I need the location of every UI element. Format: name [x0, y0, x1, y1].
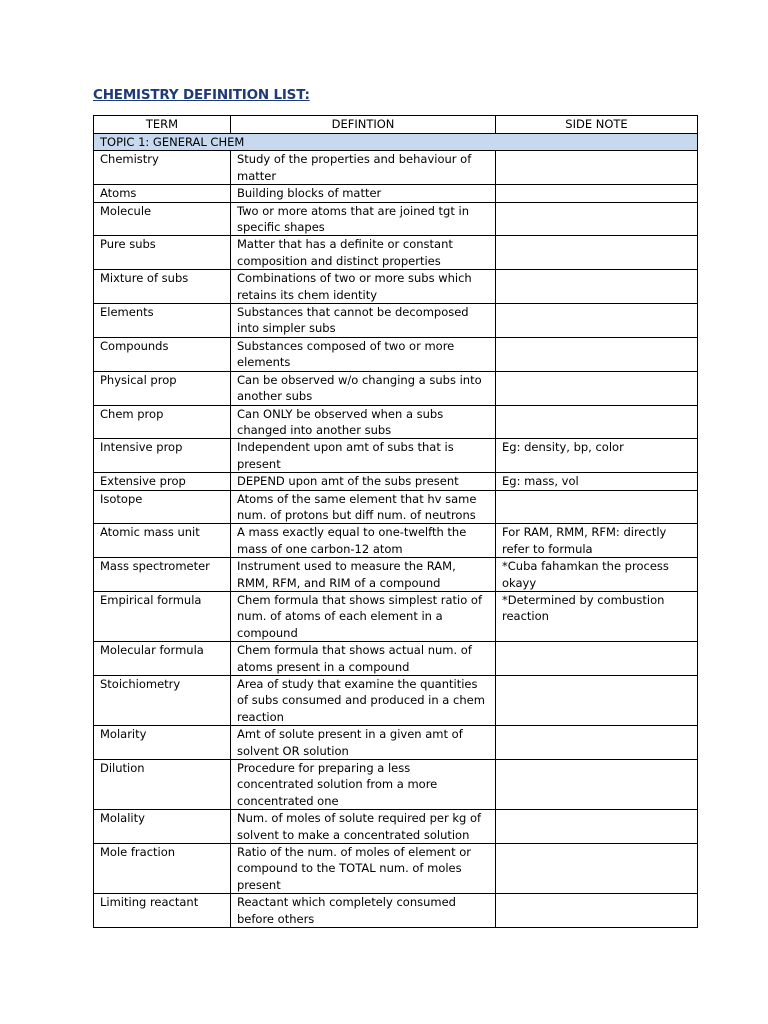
- term-cell: Physical prop: [94, 371, 231, 405]
- table-row: [94, 304, 698, 338]
- topic-row: [94, 134, 698, 151]
- term-cell: Compounds: [94, 337, 231, 371]
- table-row: [94, 726, 698, 760]
- term-cell: Atomic mass unit: [94, 524, 231, 558]
- definition-cell: Independent upon amt of subs that is present: [231, 439, 496, 473]
- side-note-cell: Eg: density, bp, color: [496, 439, 698, 473]
- side-note-cell: *Determined by combustion reaction: [496, 591, 698, 641]
- side-note-cell: [496, 844, 698, 894]
- term-cell: Stoichiometry: [94, 676, 231, 726]
- term-cell: Pure subs: [94, 236, 231, 270]
- definition-cell: Amt of solute present in a given amt of solvent OR solution: [231, 726, 496, 760]
- side-note-cell: [496, 337, 698, 371]
- term-cell: Chemistry: [94, 151, 231, 185]
- table-row: [94, 676, 698, 726]
- term-cell: Molality: [94, 810, 231, 844]
- table-row: [94, 473, 698, 490]
- topic-label: TOPIC 1: GENERAL CHEM: [94, 134, 698, 151]
- term-cell: Dilution: [94, 760, 231, 810]
- term-cell: Mass spectrometer: [94, 558, 231, 592]
- term-cell: Extensive prop: [94, 473, 231, 490]
- term-cell: Molecule: [94, 202, 231, 236]
- side-note-cell: [496, 726, 698, 760]
- table-row: [94, 337, 698, 371]
- side-note-cell: [496, 810, 698, 844]
- table-row: [94, 202, 698, 236]
- side-note-cell: [496, 490, 698, 524]
- table-row: [94, 524, 698, 558]
- table-row: [94, 185, 698, 202]
- definition-cell: Can ONLY be observed when a subs changed into another subs: [231, 405, 496, 439]
- side-note-cell: [496, 202, 698, 236]
- header-definition: DEFINTION: [231, 116, 496, 134]
- term-cell: Chem prop: [94, 405, 231, 439]
- side-note-cell: [496, 270, 698, 304]
- side-note-cell: Eg: mass, vol: [496, 473, 698, 490]
- definition-cell: Building blocks of matter: [231, 185, 496, 202]
- table-row: [94, 405, 698, 439]
- definition-cell: Two or more atoms that are joined tgt in specific shapes: [231, 202, 496, 236]
- table-header-row: [94, 116, 698, 134]
- definition-cell: Substances that cannot be decomposed into simpler subs: [231, 304, 496, 338]
- definition-cell: Study of the properties and behaviour of matter: [231, 151, 496, 185]
- term-cell: Elements: [94, 304, 231, 338]
- table-row: [94, 270, 698, 304]
- table-row: [94, 591, 698, 641]
- header-side-note: SIDE NOTE: [496, 116, 698, 134]
- definition-cell: Combinations of two or more subs which retains its chem identity: [231, 270, 496, 304]
- definition-cell: Atoms of the same element that hv same num. of protons but diff num. of neutrons: [231, 490, 496, 524]
- table-row: [94, 439, 698, 473]
- table-row: [94, 894, 698, 928]
- table-row: [94, 844, 698, 894]
- definition-cell: Procedure for preparing a less concentrated solution from a more concentrated one: [231, 760, 496, 810]
- term-cell: Atoms: [94, 185, 231, 202]
- side-note-cell: [496, 371, 698, 405]
- definition-cell: Matter that has a definite or constant composition and distinct properties: [231, 236, 496, 270]
- definition-cell: Num. of moles of solute required per kg of solvent to make a concentrated solution: [231, 810, 496, 844]
- definition-cell: Chem formula that shows simplest ratio of num. of atoms of each element in a compound: [231, 591, 496, 641]
- side-note-cell: [496, 894, 698, 928]
- definition-cell: Can be observed w/o changing a subs into another subs: [231, 371, 496, 405]
- side-note-cell: [496, 151, 698, 185]
- side-note-cell: [496, 236, 698, 270]
- term-cell: Mixture of subs: [94, 270, 231, 304]
- side-note-cell: [496, 304, 698, 338]
- definition-cell: Chem formula that shows actual num. of atoms present in a compound: [231, 642, 496, 676]
- definition-cell: Substances composed of two or more elements: [231, 337, 496, 371]
- definition-cell: Instrument used to measure the RAM, RMM, RFM, and RIM of a compound: [231, 558, 496, 592]
- side-note-cell: [496, 185, 698, 202]
- term-cell: Molecular formula: [94, 642, 231, 676]
- table-row: [94, 558, 698, 592]
- header-term: TERM: [94, 116, 231, 134]
- side-note-cell: [496, 642, 698, 676]
- document-title: CHEMISTRY DEFINITION LIST:: [93, 87, 310, 103]
- side-note-cell: [496, 760, 698, 810]
- table-row: [94, 810, 698, 844]
- side-note-cell: [496, 405, 698, 439]
- definition-cell: Reactant which completely consumed before others: [231, 894, 496, 928]
- term-cell: Mole fraction: [94, 844, 231, 894]
- definition-cell: Ratio of the num. of moles of element or compound to the TOTAL num. of moles present: [231, 844, 496, 894]
- table-row: [94, 490, 698, 524]
- side-note-cell: *Cuba fahamkan the process okayy: [496, 558, 698, 592]
- term-cell: Intensive prop: [94, 439, 231, 473]
- term-cell: Empirical formula: [94, 591, 231, 641]
- definition-table: [93, 115, 698, 928]
- side-note-cell: [496, 676, 698, 726]
- term-cell: Isotope: [94, 490, 231, 524]
- table-row: [94, 236, 698, 270]
- table-row: [94, 760, 698, 810]
- side-note-cell: For RAM, RMM, RFM: directly refer to formula: [496, 524, 698, 558]
- term-cell: Molarity: [94, 726, 231, 760]
- term-cell: Limiting reactant: [94, 894, 231, 928]
- table-row: [94, 151, 698, 185]
- table-row: [94, 642, 698, 676]
- table-row: [94, 371, 698, 405]
- definition-cell: A mass exactly equal to one-twelfth the mass of one carbon-12 atom: [231, 524, 496, 558]
- definition-cell: DEPEND upon amt of the subs present: [231, 473, 496, 490]
- definition-cell: Area of study that examine the quantities of subs consumed and produced in a chem reaction: [231, 676, 496, 726]
